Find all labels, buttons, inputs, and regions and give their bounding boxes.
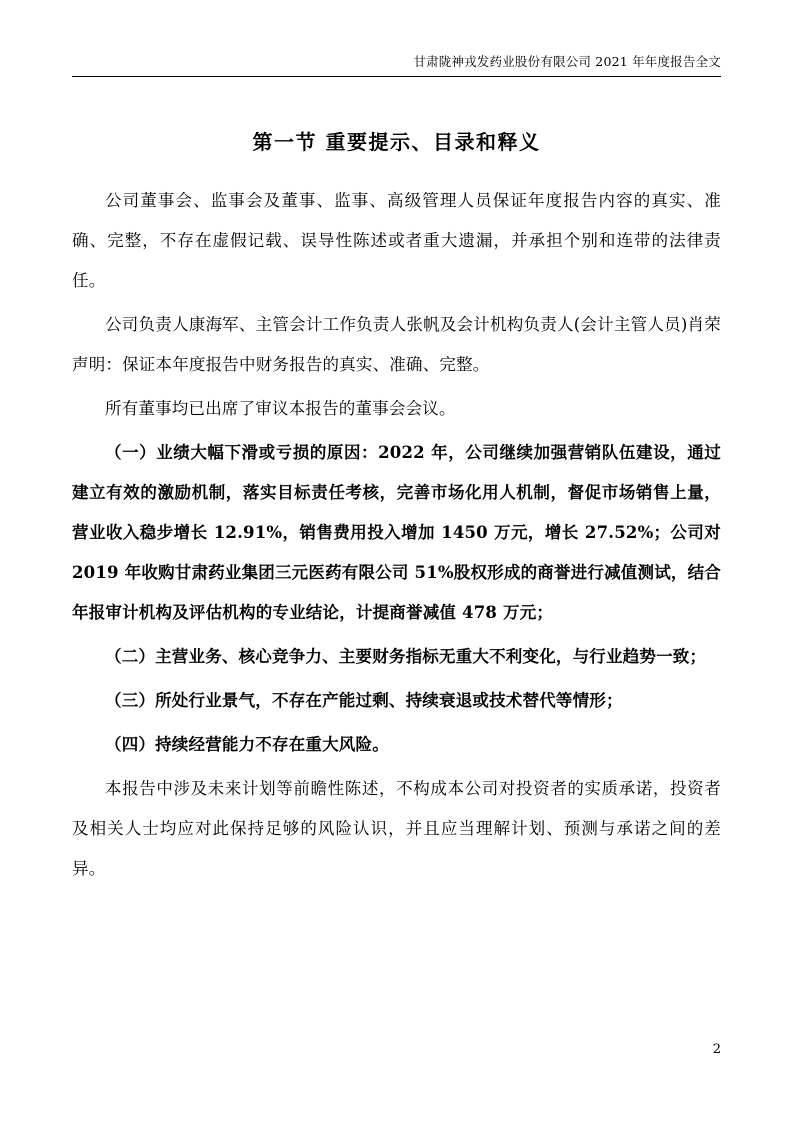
paragraph: （一）业绩大幅下滑或亏损的原因：2022 年，公司继续加强营销队伍建设，通过建立有效的激励机制，落实目标责任考核，完善市场化用人机制，督促市场销售上量，营业收入稳步增长 12.91%，销售费用投入增加 1450 万元，增长 27.52%；公司对 2019 年收购甘肃药业集团三元医药有限公司 51%股权形成的商誉进行减值测试，结合年报审计机构及评估机构的专业结论，计提商誉减值 478 万元； [72,443,721,622]
page-number: 2 [712,1042,721,1057]
paragraph: 公司负责人康海军、主管会计工作负责人张帆及会计机构负责人(会计主管人员)肖荣声明：保证本年度报告中财务报告的真实、准确、完整。 [72,315,721,374]
paragraph: （四）持续经营能力不存在重大风险。 [105,735,389,754]
header-divider [72,76,721,77]
page-title: 第一节 重要提示、目录和释义 [252,130,541,154]
page-content [72,112,721,893]
paragraph: 本报告中涉及未来计划等前瞻性陈述，不构成本公司对投资者的实质承诺，投资者及相关人士均应对此保持足够的风险认识，并且应当理解计划、预测与承诺之间的差异。 [72,779,721,878]
paragraph: 所有董事均已出席了审议本报告的董事会会议。 [105,399,456,418]
paragraph: 公司董事会、监事会及董事、监事、高级管理人员保证年度报告内容的真实、准确、完整，不存在虚假记载、误导性陈述或者重大遗漏，并承担个别和连带的法律责任。 [72,191,721,290]
paragraph: （三）所处行业景气，不存在产能过剩、持续衰退或技术替代等情形； [105,691,623,710]
page-header: 甘肃陇神戎发药业股份有限公司 2021 年年度报告全文 [413,54,721,69]
paragraph: （二）主营业务、核心竞争力、主要财务指标无重大不利变化，与行业趋势一致； [105,647,707,666]
